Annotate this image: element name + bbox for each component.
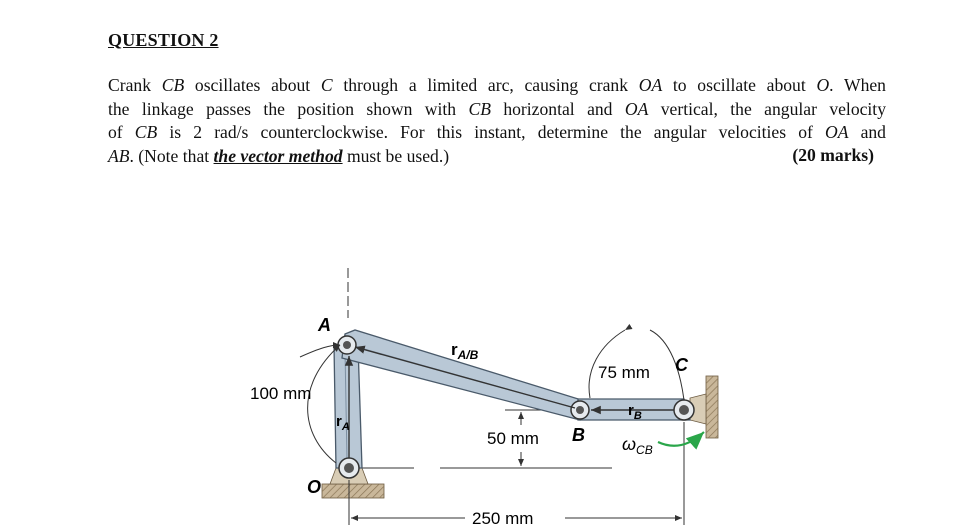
dim-250-label: 250 mm: [472, 509, 534, 527]
question-title: QUESTION 2: [108, 30, 219, 50]
dim-100-label: 100 mm: [250, 384, 312, 403]
marks-label: (20 marks): [792, 145, 874, 165]
text-line-4: AB. (Note that the vector method must be used.): [108, 145, 450, 166]
omega-cb-arrow: [658, 432, 704, 446]
pin-B: [571, 401, 589, 419]
label-rB: $r_B$: [628, 402, 642, 422]
text-line-1: Crank CB oscillates about C through a limited arc, causing crank OA to oscillate about O. When: [108, 75, 886, 95]
label-rAB: $r_{A/B}$: [451, 340, 479, 362]
text-line-3: of CB is 2 rad/s counterclockwise. For this instant, determine the angular velocities of OA and: [108, 122, 886, 142]
vector-method-emphasis: the vector method: [213, 145, 343, 166]
dim-75-label: 75 mm: [598, 363, 650, 382]
pin-C: [674, 400, 694, 420]
pin-A: [338, 336, 356, 354]
label-omega-cb: $\omega_{CB}$: [622, 434, 653, 457]
label-A: A: [318, 315, 331, 335]
link-AB: [342, 330, 588, 420]
text-line-2: the linkage passes the position shown with CB horizontal and OA vertical, the angular velocity: [108, 98, 886, 119]
label-B: B: [572, 425, 585, 445]
label-O: O: [307, 477, 322, 497]
label-C: C: [675, 355, 688, 375]
label-rA: $r_A$: [336, 413, 350, 433]
link-OA: [334, 345, 362, 468]
pin-O: [339, 458, 359, 478]
dim-50-label: 50 mm: [487, 429, 539, 448]
